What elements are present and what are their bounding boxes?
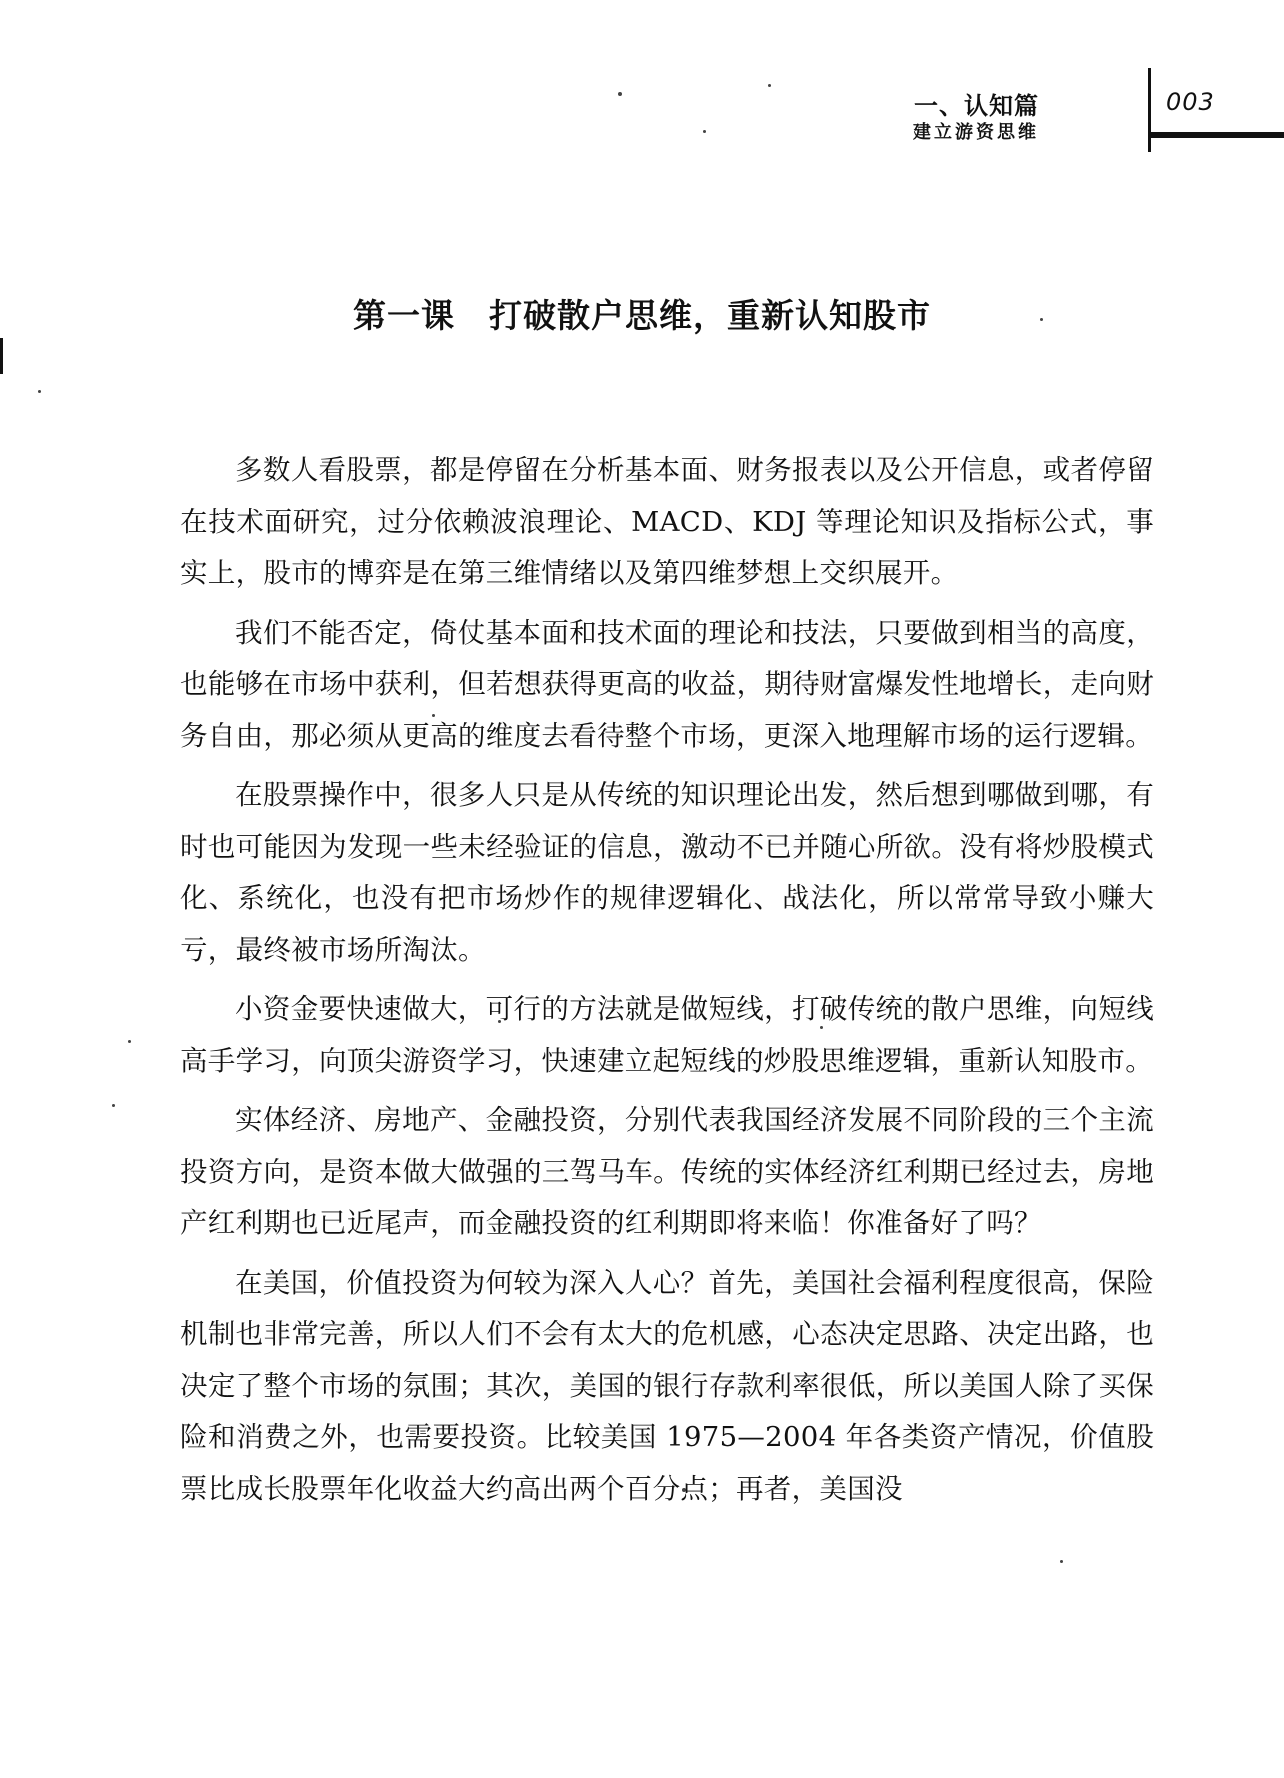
scan-speck [112, 1104, 115, 1107]
paragraph: 小资金要快速做大，可行的方法就是做短线，打破传统的散户思维，向短线高手学习，向顶尖游资学习，快速建立起短线的炒股思维逻辑，重新认知股市。 [180, 993, 1154, 1077]
header-divider-vertical [1148, 68, 1151, 152]
scan-edge-mark [0, 338, 3, 374]
scan-speck [768, 84, 771, 87]
chapter-label: 第一课 [353, 296, 455, 335]
paragraph: 在股票操作中，很多人只是从传统的知识理论出发，然后想到哪做到哪，有时也可能因为发现一些未经验证的信息，激动不已并随心所欲。没有将炒股模式化、系统化，也没有把市场炒作的规律逻辑化、战法化，所以常常导致小赚大亏，最终被市场所淘汰。 [180, 779, 1154, 966]
scan-speck [38, 390, 41, 393]
header-section-title: 一、认知篇 [914, 92, 1039, 120]
scan-speck [128, 1040, 131, 1043]
paragraph: 多数人看股票，都是停留在分析基本面、财务报表以及公开信息，或者停留在技术面研究，过分依赖波浪理论、MACD、KDJ 等理论知识及指标公式，事实上，股市的博弈是在第三维情绪以及第四维梦想上交织展开。 [180, 454, 1154, 589]
scan-speck [618, 92, 622, 96]
page-number: 003 [1166, 88, 1215, 116]
body-text [180, 445, 1154, 1523]
running-header [913, 86, 1284, 156]
chapter-title [0, 290, 1284, 337]
header-subtitle: 建立游资思维 [913, 122, 1039, 143]
paragraph: 实体经济、房地产、金融投资，分别代表我国经济发展不同阶段的三个主流投资方向，是资本做大做强的三驾马车。传统的实体经济红利期已经过去，房地产红利期也已近尾声，而金融投资的红利期即将来临！你准备好了吗？ [180, 1104, 1154, 1239]
chapter-heading: 打破散户思维，重新认知股市 [489, 296, 931, 335]
paragraph: 在美国，价值投资为何较为深入人心？首先，美国社会福利程度很高，保险机制也非常完善，所以人们不会有太大的危机感，心态决定思路、决定出路，也决定了整个市场的氛围；其次，美国的银行存款利率很低，所以美国人除了买保险和消费之外，也需要投资。比较美国 1975—2004 年各类资产情况，价值股票比成长股票年化收益大约高出两个百分点；再者，美国没 [180, 1266, 1154, 1505]
paragraph: 我们不能否定，倚仗基本面和技术面的理论和技法，只要做到相当的高度，也能够在市场中获利，但若想获得更高的收益，期待财富爆发性地增长，走向财务自由，那必须从更高的维度去看待整个市场，更深入地理解市场的运行逻辑。 [180, 616, 1154, 752]
scan-speck [703, 130, 706, 133]
header-divider-horizontal [1148, 132, 1284, 138]
scan-speck [1060, 1560, 1063, 1563]
